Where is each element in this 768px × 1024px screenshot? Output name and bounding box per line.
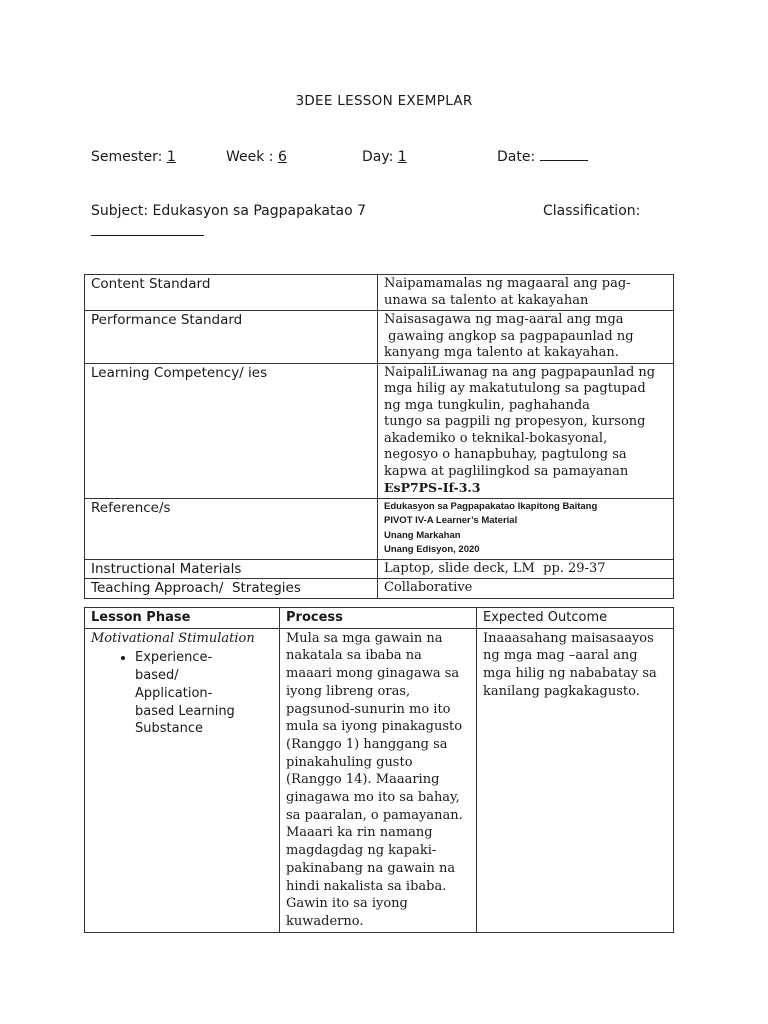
- date-label: Date:: [497, 149, 536, 165]
- lesson-phase-table: [84, 607, 674, 933]
- reference-label: Reference/s: [85, 498, 378, 559]
- col-lesson-phase: Lesson Phase: [85, 608, 280, 629]
- list-item: • Experience- based/ Application- based Learning Substance: [135, 649, 273, 738]
- semester-label: Semester:: [91, 149, 163, 165]
- week-value: 6: [277, 149, 287, 165]
- competency-value: NaipaliLiwanag na ang pagpapaunlad ng mga hilig ay makatutulong sa pagtupad ng mga tungkulin, paghahanda tungo sa pagpili ng propesyon, kursong akademiko o teknikal-bokasyonal, negosyo o hanapbuhay, pagtulong sa kapwa at paglilingkod sa pamayanan EsP7PS-If-3.3: [378, 363, 674, 498]
- classification-blank: [91, 235, 204, 236]
- subject-value: Edukasyon sa Pagpapakatao 7: [152, 203, 366, 219]
- table-row: [85, 498, 674, 559]
- competency-label: Learning Competency/ ies: [85, 363, 378, 498]
- subject-label: Subject:: [91, 203, 149, 219]
- table-row: [85, 579, 674, 599]
- process-cell: Mula sa mga gawain na nakatala sa ibaba na maaari mong ginagawa sa iyong libreng oras, pagsunod-sunurin mo ito mula sa iyong pinakagusto (Ranggo 1) hanggang sa pinakahuling gusto (Ranggo 14). Maaaring ginagawa mo ito sa bahay, sa paaralan, o pamayanan. Maaari ka rin namang magdagdag ng kapaki- pakinabang na gawain na hindi nakalista sa ibaba. Gawin ito sa iyong kuwaderno.: [280, 628, 477, 932]
- phase-title: Motivational Stimulation: [91, 630, 255, 646]
- week-label: Week :: [226, 149, 274, 165]
- outcome-cell: Inaaasahang maisasaayos ng mga mag –aaral ang mga hilig ng nababatay sa kanilang pagkakagusto.: [477, 628, 674, 932]
- table-row: [85, 275, 674, 311]
- col-expected-outcome: Expected Outcome: [477, 608, 674, 629]
- competency-code: EsP7PS-If-3.3: [384, 480, 481, 495]
- standards-table: [84, 274, 674, 599]
- day-value: 1: [397, 149, 407, 165]
- semester-value: 1: [166, 149, 176, 165]
- table-row: [85, 363, 674, 498]
- phase-bullet-list: [91, 649, 273, 738]
- day-label: Day:: [362, 149, 394, 165]
- approach-label: Teaching Approach/ Strategies: [85, 579, 378, 599]
- classification-label: Classification:: [543, 203, 641, 219]
- date-field: [497, 149, 588, 165]
- table-row: [85, 559, 674, 579]
- performance-standard-label: Performance Standard: [85, 311, 378, 364]
- subject-field: [91, 203, 366, 219]
- table-header-row: [85, 608, 674, 629]
- phase-cell: [85, 628, 280, 932]
- reference-value: Edukasyon sa Pagpapakatao Ikapitong Baitang PIVOT IV-A Learner’s Material Unang Markahan Unang Edisyon, 2020: [378, 498, 674, 559]
- date-blank: [540, 160, 588, 161]
- approach-value: Collaborative: [378, 579, 674, 599]
- table-row: [85, 628, 674, 932]
- table-row: [85, 311, 674, 364]
- document-title: 3DEE LESSON EXEMPLAR: [295, 93, 473, 109]
- content-standard-label: Content Standard: [85, 275, 378, 311]
- content-standard-value: Naipamamalas ng magaaral ang pag- unawa sa talento at kakayahan: [378, 275, 674, 311]
- semester-field: [91, 149, 176, 165]
- week-field: [226, 149, 287, 165]
- col-process: Process: [280, 608, 477, 629]
- materials-label: Instructional Materials: [85, 559, 378, 579]
- performance-standard-value: Naisasagawa ng mag-aaral ang mga gawaing angkop sa pagpapaunlad ng kanyang mga talento at kakayahan.: [378, 311, 674, 364]
- materials-value: Laptop, slide deck, LM pp. 29-37: [378, 559, 674, 579]
- day-field: [362, 149, 407, 165]
